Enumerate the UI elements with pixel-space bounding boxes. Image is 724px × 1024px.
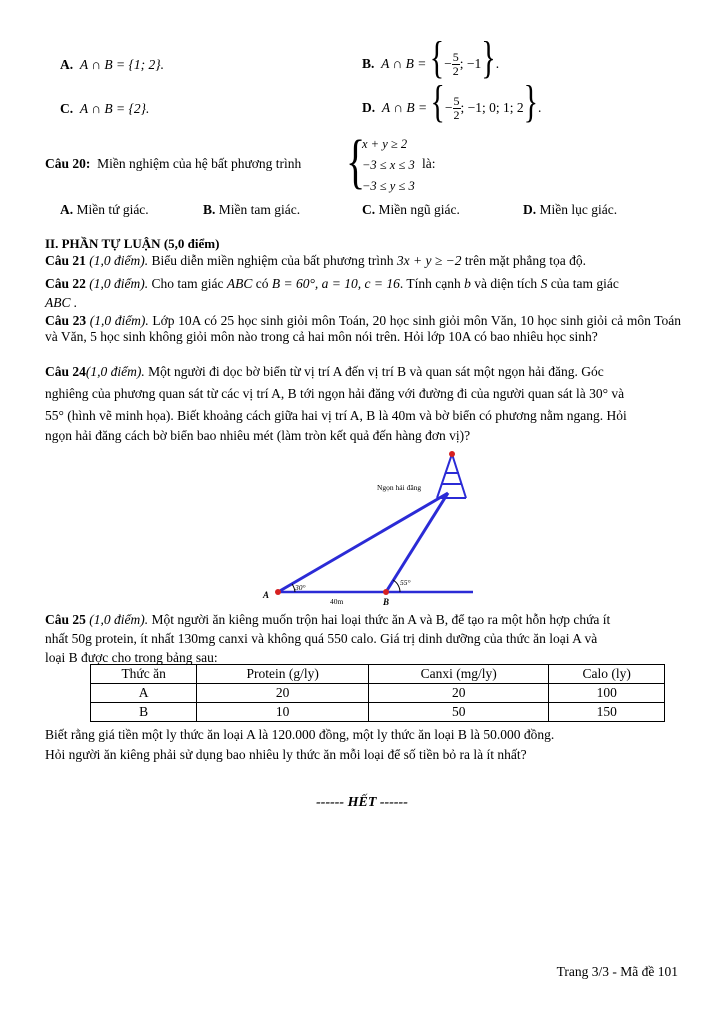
table-header: Protein (g/ly): [197, 665, 369, 684]
table-row: [91, 684, 665, 703]
sight-line-b: [386, 493, 448, 592]
table-cell: A: [91, 684, 197, 703]
q24-line1: Câu 24(1,0 điểm). Một người đi dọc bờ biển từ vị trí A đến vị trí B và quan sát một ngọn hải đăng. Góc: [45, 364, 604, 379]
end-marker: ------ HẾT ------: [316, 795, 408, 810]
table-header: Thức ăn: [91, 665, 197, 684]
q24-line4: ngọn hải đăng cách bờ biển bao nhiêu mét (làm tròn kết quả đến hàng đơn vị)?: [45, 428, 471, 443]
q20-option-b: B. Miền tam giác.: [203, 202, 301, 217]
q19-option-d: D. A ∩ B = {− $\frac{5}{2}$ ; −1; 0; 1; 2}.: [362, 77, 542, 127]
q22-line1: Câu 22 (1,0 điểm). Cho tam giác ABC có B = 60°, a = 10, c = 16. Tính cạnh b và diện tích S của tam giác: [45, 276, 619, 291]
q21: Câu 21 (1,0 điểm). Biểu diễn miền nghiệm của bất phương trình 3x + y ≥ −2 trên mặt phẳng tọa độ.: [45, 253, 586, 268]
lighthouse-figure: [255, 448, 485, 608]
table-cell: 100: [549, 684, 665, 703]
q24-line2: nghiêng của phương quan sát từ các vị trí A, B tới ngọn hải đăng với đường đi của người quan sát là 30° và: [45, 386, 625, 401]
q20-system: x + y ≥ 2 −3 ≤ x ≤ 3 −3 ≤ y ≤ 3: [362, 137, 415, 193]
section-title: II. PHẦN TỰ LUẬN (5,0 điểm): [45, 236, 220, 251]
table-row: [91, 703, 665, 722]
q19-option-c: C. A ∩ B = {2}.: [60, 101, 150, 116]
distance-label: 40m: [330, 597, 344, 606]
table-cell: 20: [369, 684, 549, 703]
nutrition-table: [90, 664, 665, 722]
q20-option-d: D. Miền lục giác.: [523, 202, 618, 217]
q20-stem: Câu 20: Miền nghiệm của hệ bất phương trình: [45, 156, 302, 171]
point-b-label: B: [383, 597, 390, 607]
q20-tail: là:: [422, 156, 436, 171]
table-cell: B: [91, 703, 197, 722]
q19-option-b: B. A ∩ B = {− $\frac{5}{2}$ ; −1}.: [362, 33, 500, 83]
q25-line3: loại B được cho trong bảng sau:: [45, 650, 218, 665]
table-cell: 20: [197, 684, 369, 703]
angle-b-label: 55°: [400, 578, 411, 587]
sight-line-a: [278, 493, 448, 592]
lighthouse-icon: [437, 451, 466, 498]
point-b-dot: [383, 589, 389, 595]
q25-line2: nhất 50g protein, ít nhất 130mg canxi và không quá 550 calo. Giá trị dinh dưỡng của thức ăn loại A và: [45, 631, 598, 646]
q20-brace: {: [346, 127, 366, 195]
table-cell: 10: [197, 703, 369, 722]
q24-line3: 55° (hình vẽ minh họa). Biết khoảng cách giữa hai vị trí A, B là 40m và bờ biển có phương nằm ngang. Hỏi: [45, 408, 627, 423]
angle-a-label: 30°: [295, 583, 306, 592]
q25-after2: Hỏi người ăn kiêng phải sử dụng bao nhiêu ly thức ăn mỗi loại để số tiền bỏ ra là ít nhất?: [45, 747, 527, 762]
table-header: Calo (ly): [549, 665, 665, 684]
table-header: Canxi (mg/ly): [369, 665, 549, 684]
q23: Câu 23 (1,0 điểm). Lớp 10A có 25 học sinh giỏi môn Toán, 20 học sinh giỏi môn Văn, 10 học sinh giỏi cả môn Toán và Văn, 5 học sinh không giỏi môn nào trong cả hai môn nói trên. Hỏi lớp 10A có bao nhiêu học sinh?: [45, 313, 682, 344]
table-cell: 50: [369, 703, 549, 722]
page-footer: Trang 3/3 - Mã đề 101: [556, 964, 678, 979]
point-a-label: A: [263, 590, 270, 600]
lighthouse-label: Ngọn hải đăng: [377, 483, 422, 492]
q20-option-c: C. Miền ngũ giác.: [362, 202, 460, 217]
q20-option-a: A. Miền tứ giác.: [60, 202, 149, 217]
q25-after1: Biết rằng giá tiền một ly thức ăn loại A là 120.000 đồng, một ly thức ăn loại B là 50.000 đồng.: [45, 727, 555, 742]
q19-option-a: A. A ∩ B = {1; 2}.: [60, 57, 165, 72]
table-cell: 150: [549, 703, 665, 722]
q25-line1: Câu 25 (1,0 điểm). Một người ăn kiêng muốn trộn hai loại thức ăn A và B, để tạo ra một hỗn hợp chứa ít: [45, 612, 611, 627]
table-header-row: [91, 665, 665, 684]
q22-line2: ABC .: [45, 295, 78, 310]
point-a-dot: [275, 589, 281, 595]
